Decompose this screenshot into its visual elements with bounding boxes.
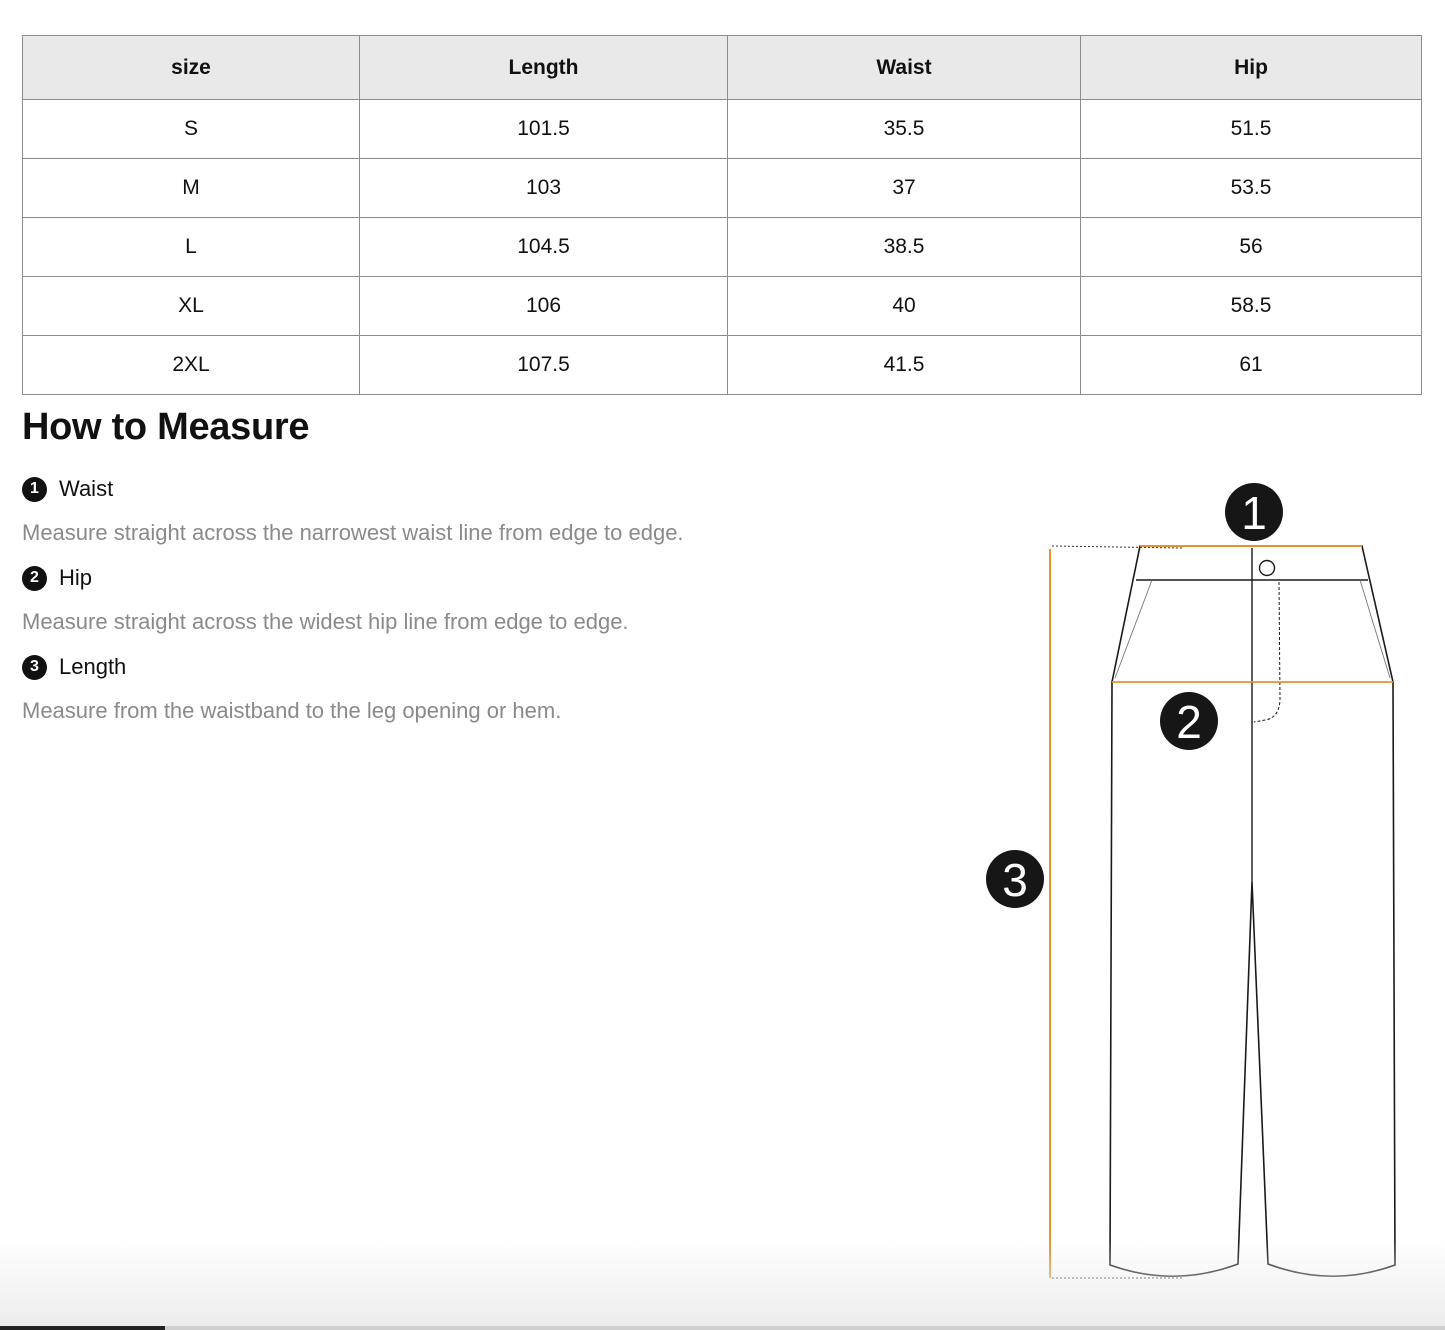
step-number-badge: 3 — [22, 655, 47, 680]
cell-hip: 56 — [1081, 218, 1422, 277]
step-label: Length — [59, 654, 127, 679]
cell-length: 106 — [360, 277, 728, 336]
marker-3-icon — [986, 850, 1044, 908]
cell-waist: 35.5 — [728, 100, 1081, 159]
bottom-fade — [0, 1240, 1445, 1326]
cell-hip: 58.5 — [1081, 277, 1422, 336]
step-hip — [22, 565, 92, 591]
step-label: Waist — [59, 476, 114, 501]
cell-length: 107.5 — [360, 336, 728, 395]
step-description: Measure from the waistband to the leg opening or hem. — [22, 698, 562, 723]
table-row — [23, 336, 1422, 395]
cell-waist: 37 — [728, 159, 1081, 218]
size-chart-table — [22, 35, 1422, 395]
table-row — [23, 159, 1422, 218]
step-description: Measure straight across the widest hip line from edge to edge. — [22, 609, 629, 634]
step-description: Measure straight across the narrowest waist line from edge to edge. — [22, 520, 684, 545]
how-to-measure-title: How to Measure — [22, 406, 310, 448]
step-number-badge: 2 — [22, 566, 47, 591]
header-length: Length — [360, 36, 728, 100]
cell-waist: 38.5 — [728, 218, 1081, 277]
cell-length: 103 — [360, 159, 728, 218]
svg-text:3: 3 — [1002, 854, 1028, 906]
svg-text:1: 1 — [1241, 487, 1267, 539]
cell-length: 104.5 — [360, 218, 728, 277]
table-header-row — [23, 36, 1422, 100]
marker-2-icon — [1160, 692, 1218, 750]
table-row — [23, 277, 1422, 336]
cell-waist: 41.5 — [728, 336, 1081, 395]
table-row — [23, 100, 1422, 159]
cell-hip: 53.5 — [1081, 159, 1422, 218]
step-length — [22, 654, 126, 680]
cell-size: S — [23, 100, 360, 159]
step-label: Hip — [59, 565, 93, 590]
cell-waist: 40 — [728, 277, 1081, 336]
cell-size: M — [23, 159, 360, 218]
header-hip: Hip — [1081, 36, 1422, 100]
pants-diagram — [960, 470, 1420, 1300]
cell-size: XL — [23, 277, 360, 336]
step-waist — [22, 476, 113, 502]
table-row — [23, 218, 1422, 277]
header-waist: Waist — [728, 36, 1081, 100]
cell-length: 101.5 — [360, 100, 728, 159]
cell-hip: 51.5 — [1081, 100, 1422, 159]
header-size: size — [23, 36, 360, 100]
progress-track — [165, 1326, 1445, 1330]
progress-indicator — [0, 1326, 165, 1330]
cell-size: L — [23, 218, 360, 277]
cell-hip: 61 — [1081, 336, 1422, 395]
step-number-badge: 1 — [22, 477, 47, 502]
marker-1-icon — [1225, 483, 1283, 541]
cell-size: 2XL — [23, 336, 360, 395]
svg-text:2: 2 — [1176, 696, 1202, 748]
